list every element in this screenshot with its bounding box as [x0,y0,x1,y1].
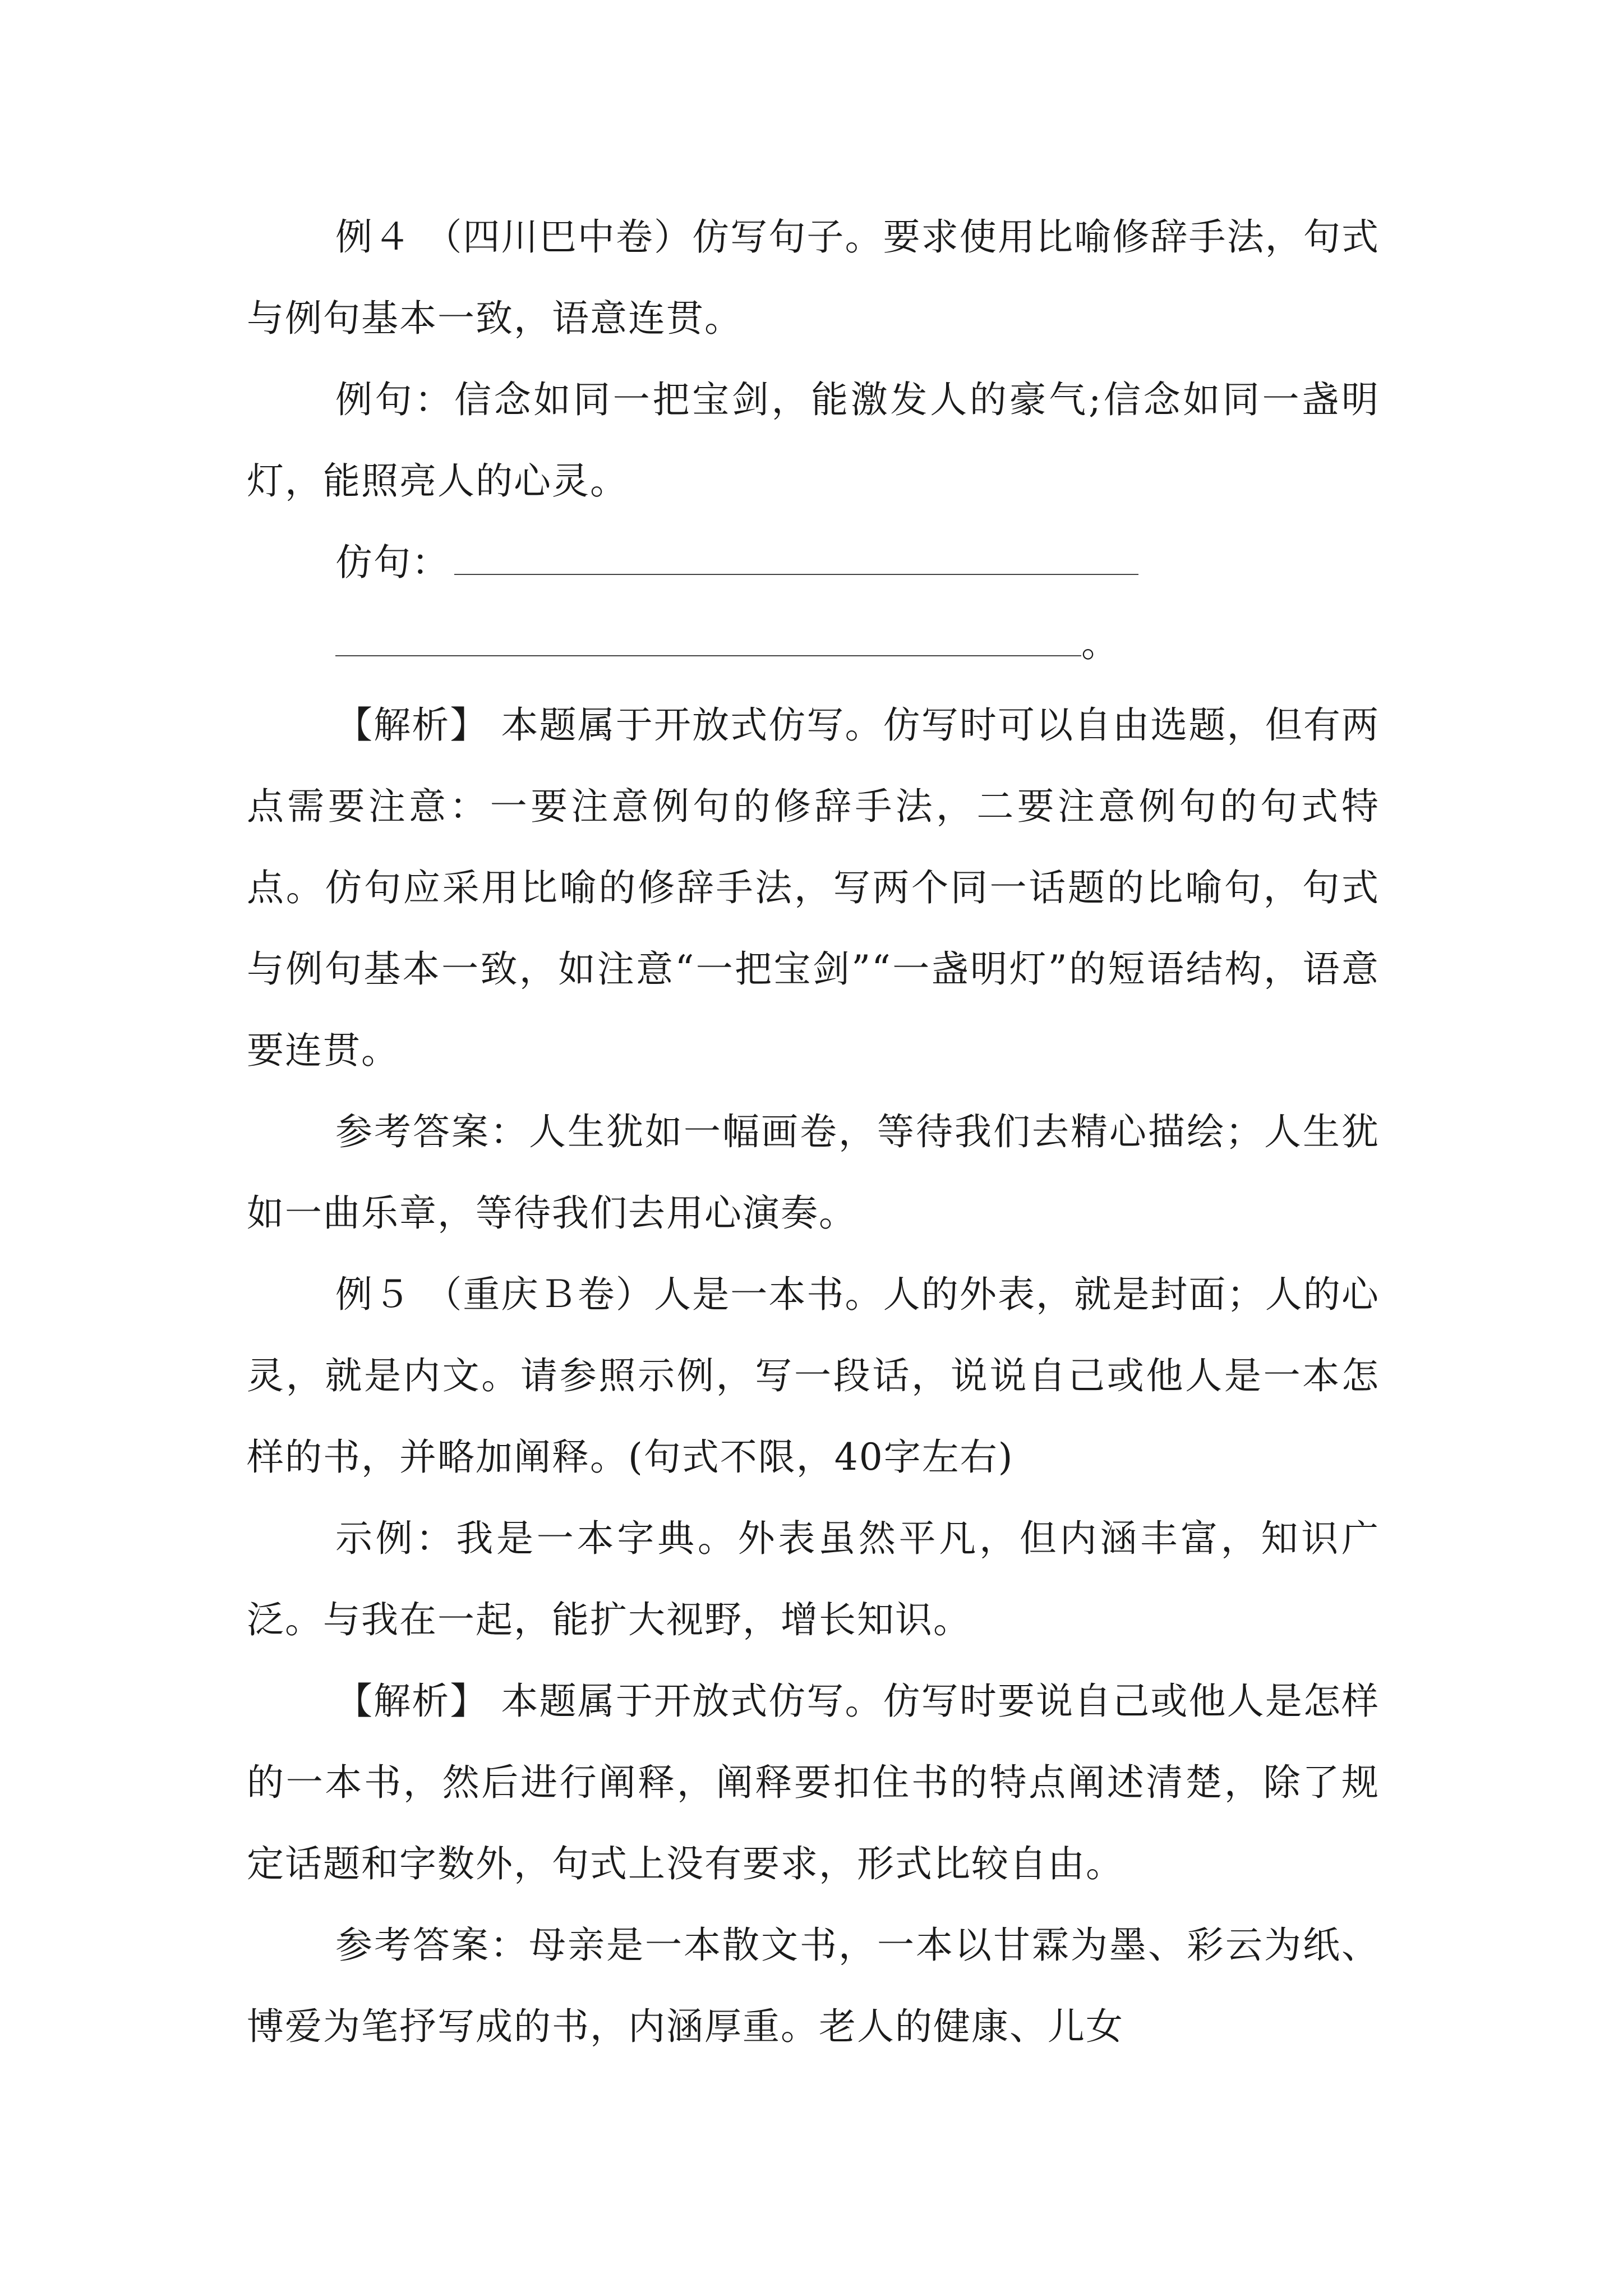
answer-blank-1[interactable] [454,533,1138,575]
imitation-answer-line-2 [247,603,1380,684]
example-5-question: 例５ （重庆Ｂ卷）人是一本书。人的外表，就是封面；人的心灵，就是内文。请参照示例，写一段话，说说自己或他人是一本怎样的书，并略加阐释。(句式不限，40字左右) [247,1273,1380,1479]
imitation-answer-line [247,522,1380,603]
example-4-reference-answer: 参考答案：人生犹如一幅画卷，等待我们去精心描绘；人生犹如一曲乐章，等待我们去用心演奏。 [247,1110,1380,1235]
document-body [247,196,1380,2067]
example-5-sample: 示例：我是一本字典。外表虽然平凡，但内涵丰富，知识广泛。与我在一起，能扩大视野，增长知识。 [247,1517,1380,1641]
example-4-sample-sentence: 例句：信念如同一把宝剑，能激发人的豪气;信念如同一盏明灯，能照亮人的心灵。 [247,378,1380,503]
example-4-question: 例４ （四川巴中卷）仿写句子。要求使用比喻修辞手法，句式与例句基本一致，语意连贯。 [247,215,1380,340]
example-5-analysis: 【解析】 本题属于开放式仿写。仿写时要说自己或他人是怎样的一本书，然后进行阐释，阐释要扣住书的特点阐述清楚，除了规定话题和字数外，句式上没有要求，形式比较自由。 [247,1680,1380,1885]
answer-blank-2[interactable] [335,615,1081,656]
answer-end-punctuation: 。 [1081,622,1119,665]
example-4-analysis: 【解析】 本题属于开放式仿写。仿写时可以自由选题，但有两点需要注意：一要注意例句的修辞手法，二要注意例句的句式特点。仿句应采用比喻的修辞手法，写两个同一话题的比喻句，句式与例句基本一致，如注意“一把宝剑”“一盏明灯”的短语结构，语意要连贯。 [247,703,1380,1072]
example-5-reference-answer: 参考答案：母亲是一本散文书，一本以甘霖为墨、彩云为纸、博爱为笔抒写成的书，内涵厚重。老人的健康、儿女 [247,1924,1380,2048]
imitation-label: 仿句： [335,541,450,584]
